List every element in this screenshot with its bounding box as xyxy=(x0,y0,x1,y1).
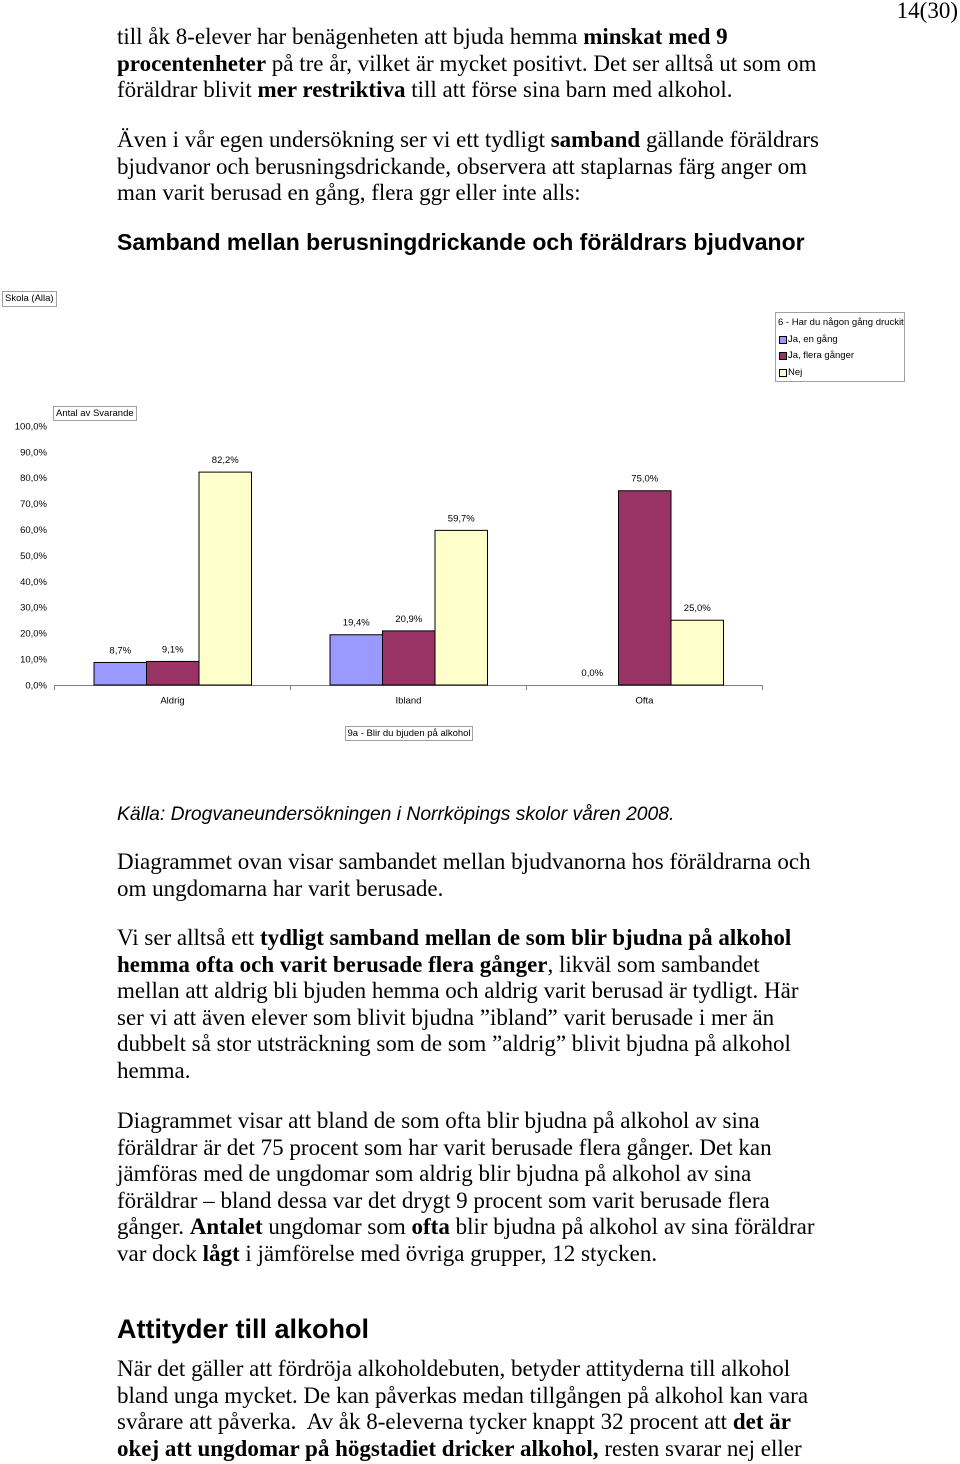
text: Diagrammet visar att bland de som ofta blir bjudna på alkohol av sina xyxy=(117,1108,760,1133)
text-line xyxy=(117,51,816,78)
text: bjudvanor och berusningsdrickande, observera att staplarnas färg anger om xyxy=(117,153,807,179)
bar xyxy=(619,491,672,685)
text-line xyxy=(117,1108,815,1135)
bar xyxy=(435,530,488,685)
y-tick-label: 70,0% xyxy=(20,499,47,511)
bar-chart xyxy=(0,400,960,720)
text-line xyxy=(117,77,816,104)
text-line xyxy=(117,1005,799,1032)
text-line xyxy=(117,154,819,181)
paragraph xyxy=(117,925,799,1084)
text: föräldrar blivit xyxy=(117,77,258,102)
text: var dock xyxy=(117,1240,203,1266)
paragraph xyxy=(117,849,811,902)
text: bland unga mycket. De kan påverkas medan tillgången på alkohol kan vara xyxy=(117,1382,809,1408)
text-line xyxy=(117,1436,808,1463)
x-category-label: Ofta xyxy=(635,695,654,707)
bar-value-label: 20,9% xyxy=(395,613,423,625)
legend-item xyxy=(776,348,904,365)
bar-value-label: 75,0% xyxy=(631,473,659,485)
bold-text: mer restriktiva xyxy=(257,77,406,102)
bold-text: det är xyxy=(732,1409,791,1434)
text-line xyxy=(117,952,799,979)
source-note: Källa: Drogvaneundersökningen i Norrköpings skolor våren 2008. xyxy=(117,804,675,825)
text-line xyxy=(117,24,816,51)
bar xyxy=(383,631,436,685)
paragraph xyxy=(117,24,816,104)
text-line xyxy=(117,978,799,1005)
text: När det gäller att fördröja alkoholdebuten, betyder attityderna till alkohol xyxy=(117,1356,791,1381)
text: till åk 8-elever har benägenheten att bjuda hemma xyxy=(117,24,584,49)
text-line xyxy=(117,1214,815,1241)
text: Vi ser alltså ett xyxy=(117,925,260,950)
bar xyxy=(147,661,200,685)
bold-text: minskat med 9 xyxy=(583,24,728,49)
y-tick-label: 40,0% xyxy=(20,576,47,588)
data-field: Antal av Svarande xyxy=(53,406,137,421)
bar-value-label: 25,0% xyxy=(683,603,711,615)
section-heading: Attityder till alkohol xyxy=(117,1314,370,1344)
y-tick-label: 60,0% xyxy=(20,525,47,536)
chart-heading: Samband mellan berusningdrickande och föräldrars bjudvanor xyxy=(117,229,805,255)
text-line xyxy=(117,180,819,207)
legend-swatch xyxy=(779,352,787,360)
x-category-label: Ibland xyxy=(395,695,422,707)
bar-value-label: 82,2% xyxy=(211,455,239,467)
bold-text: hemma ofta och varit berusade flera gånger xyxy=(117,951,548,977)
chart-legend xyxy=(775,312,905,382)
y-tick-label: 90,0% xyxy=(20,447,47,459)
y-tick-label: 20,0% xyxy=(20,628,47,640)
bold-text: samband xyxy=(550,127,641,152)
text-line xyxy=(117,925,799,952)
text: mellan att aldrig bli bjuden hemma och aldrig varit berusad är tydligt. Här xyxy=(117,978,799,1003)
text: föräldrar är det 75 procent som har varit berusade flera gånger. Det kan xyxy=(117,1134,772,1160)
bar-value-label: 8,7% xyxy=(109,645,132,657)
text: ungdomar som xyxy=(262,1214,412,1239)
text: gånger. xyxy=(117,1214,190,1239)
y-tick-label: 50,0% xyxy=(20,550,47,562)
text-line xyxy=(117,1188,815,1215)
bold-text: Antalet xyxy=(189,1214,263,1239)
text: gällande föräldrars xyxy=(640,127,820,152)
bold-text: ofta xyxy=(411,1214,450,1239)
y-tick-label: 10,0% xyxy=(20,654,47,666)
text: om ungdomarna har varit berusade. xyxy=(117,875,444,901)
bar-value-label: 19,4% xyxy=(342,617,370,629)
bold-text: procentenheter xyxy=(117,50,267,76)
text: resten svarar nej eller xyxy=(598,1435,802,1461)
legend-title: 6 - Har du någon gång druckit xyxy=(778,317,904,328)
text: dubbelt så stor utsträckning som de som ”aldrig” blivit bjudna på alkohol xyxy=(117,1031,791,1056)
text-line xyxy=(117,1356,808,1383)
text-line xyxy=(117,1241,815,1268)
legend-item xyxy=(776,365,904,382)
legend-swatch xyxy=(779,336,787,344)
text: föräldrar – bland dessa var det drygt 9 procent som varit berusade flera xyxy=(117,1187,770,1213)
text: man varit berusad en gång, flera ggr eller inte alls: xyxy=(117,180,581,205)
legend-items xyxy=(776,332,904,382)
legend-label: Nej xyxy=(788,366,803,378)
page-number: 14(30) xyxy=(896,0,958,23)
paragraph xyxy=(117,127,819,207)
bold-text: lågt xyxy=(202,1240,240,1266)
text: ser vi att även elever som blivit bjudna ”ibland” varit berusade i mer än xyxy=(117,1004,775,1030)
text-line xyxy=(117,1031,799,1058)
text: Även i vår egen undersökning ser vi ett tydligt xyxy=(117,127,551,152)
y-tick-label: 30,0% xyxy=(20,602,47,614)
bar xyxy=(671,620,724,685)
text-line xyxy=(117,1161,815,1188)
text-line xyxy=(117,1409,808,1436)
text-line xyxy=(117,849,811,876)
legend-label: Ja, flera gånger xyxy=(788,350,855,361)
text-line xyxy=(117,876,811,903)
bar-value-label: 0,0% xyxy=(581,667,604,679)
y-tick-label: 80,0% xyxy=(20,473,47,485)
text: till att förse sina barn med alkohol. xyxy=(405,77,733,102)
text: blir bjudna på alkohol av sina föräldrar xyxy=(449,1214,815,1239)
text: svårare att påverka. Av åk 8-eleverna tycker knappt 32 procent att xyxy=(117,1409,733,1434)
paragraph xyxy=(117,1356,808,1462)
legend-item xyxy=(776,332,904,349)
text: Diagrammet ovan visar sambandet mellan bjudvanorna hos föräldrarna och xyxy=(117,849,811,874)
text-line xyxy=(117,1383,808,1410)
page-filter-field: Skola (Alla) xyxy=(2,291,57,307)
bar-value-label: 59,7% xyxy=(447,513,475,525)
legend-label: Ja, en gång xyxy=(788,333,838,345)
bar xyxy=(94,662,147,685)
x-category-label: Aldrig xyxy=(160,695,185,707)
bar-value-label: 9,1% xyxy=(161,644,184,656)
x-axis-title: 9a - Blir du bjuden på alkohol xyxy=(345,726,473,741)
legend-swatch xyxy=(779,369,787,377)
text-line xyxy=(117,1058,799,1085)
paragraph xyxy=(117,1108,815,1267)
bar xyxy=(199,472,252,685)
y-tick-label: 100,0% xyxy=(14,421,47,433)
bold-text: okej att ungdomar på högstadiet dricker alkohol, xyxy=(117,1435,599,1461)
text: i jämförelse med övriga grupper, 12 stycken. xyxy=(239,1240,658,1266)
y-tick-label: 0,0% xyxy=(25,680,47,692)
bold-text: tydligt samband mellan de som blir bjudna på alkohol xyxy=(259,925,792,950)
text: på tre år, vilket är mycket positivt. Det ser alltså ut som om xyxy=(266,50,817,76)
text: jämföras med de ungdomar som aldrig blir bjudna på alkohol av sina xyxy=(117,1161,752,1186)
text-line xyxy=(117,127,819,154)
bar xyxy=(330,635,383,685)
text: hemma. xyxy=(117,1057,191,1083)
text: , likväl som sambandet xyxy=(547,951,760,977)
text-line xyxy=(117,1135,815,1162)
